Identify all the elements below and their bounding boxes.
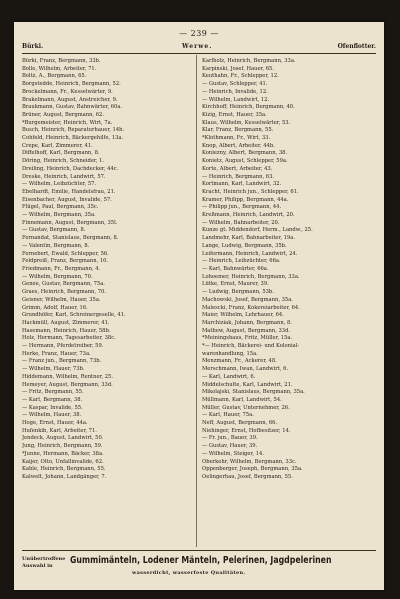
directory-entry: Klaus, Wilhelm, Kesselwärter, 53. — [202, 119, 291, 126]
directory-entry: Jung, Heinrich, Bergmann, 59. — [22, 443, 103, 450]
directory-entry: Lange, Ludwig, Bergmann, 35b. — [202, 242, 287, 249]
directory-entry: warenhandlung, 15a. — [202, 350, 258, 357]
directory-entry: — Wilhelm, Bergmann, 70. — [22, 273, 93, 280]
directory-entry: Boltz, A., Bergmann, 65. — [22, 73, 87, 80]
column-divider — [196, 55, 197, 547]
directory-entry: Mikolajski, Stanislaus, Bergmann, 35a. — [202, 389, 305, 396]
directory-entry: *Klothmann, Fr., Wirt, 33. — [202, 135, 271, 142]
directory-entry: — Heinrich, Invalide, 12. — [202, 88, 268, 95]
directory-entry: Jendeck, August, Landwirt, 50. — [22, 435, 104, 442]
advertisement-subline: wasserdicht, wasserfeste Qualitäten. — [132, 570, 246, 576]
directory-entry: Niehinger, Ernst, Hofbesitzer, 14. — [202, 427, 291, 434]
directory-entry: Fernandat, Stanislaus, Bergmann, 8. — [22, 235, 119, 242]
directory-entry: Keuthahn, Fr., Schlepper, 12. — [202, 73, 279, 80]
directory-entry: — Ludwig, Bergmann, 53b. — [202, 289, 274, 296]
directory-entry: Eisenbacher, August, Invalide, 57. — [22, 196, 112, 203]
directory-entry: — Karl, Bergmann, 38. — [22, 396, 83, 403]
directory-entry: Feldpreiß, Franz, Bergmann, 10. — [22, 258, 109, 265]
directory-entry: Braukmann, Gustav, Bahnwärter, 60a. — [22, 104, 123, 111]
directory-entry: Kortmann, Karl, Landwirt, 32. — [202, 181, 282, 188]
directory-entry: — Wilhelm, Hauer, 73b. — [22, 366, 85, 373]
directory-entry: Middelschulte, Karl, Landwirt, 21. — [202, 381, 293, 388]
directory-entry: Klar, Franz, Bergmann, 55. — [202, 127, 274, 134]
directory-entry: — Gustav, Schlepper, 41. — [202, 81, 268, 88]
directory-entry: — Fr. jun., Bauer, 39. — [202, 435, 258, 442]
directory-entry: Kaijer, Otto, Unfallinvalide, 62. — [22, 458, 104, 465]
directory-entry: Herke, Franz, Hauer, 73a. — [22, 350, 91, 357]
right-column — [202, 58, 374, 482]
directory-entry: Lütke, Ernst, Maurer, 39. — [202, 281, 269, 288]
directory-entry: Hasemann, Heinrich, Hauer, 58b. — [22, 327, 111, 334]
directory-entry: Müllmann, Karl, Landwirt, 54. — [202, 396, 282, 403]
directory-entry: Hemeyer, August, Bergmann, 33d. — [22, 381, 113, 388]
directory-entry: — Franz jun., Bergmann, 73b. — [22, 358, 102, 365]
directory-entry: Dreiling, Heinrich, Dachdecker, 44c. — [22, 165, 119, 172]
directory-entry: Oppenberger, Joseph, Bergmann, 35a. — [202, 466, 303, 473]
directory-entry: Busch, Heinrich, Reparaturhauer, 14b. — [22, 127, 125, 134]
directory-entry: Fernebert, Ewald, Schlepper, 56. — [22, 250, 109, 257]
directory-entry: Oberkehr, Wilhelm, Bergmann, 33c. — [202, 458, 297, 465]
directory-entry: Kizig, Ernst, Hauer, 35a. — [202, 111, 267, 118]
directory-entry: — Wilhelm, Bergmann, 35a. — [22, 212, 96, 219]
directory-entry: Brakelmann, August, Anstreicher, 9. — [22, 96, 118, 103]
directory-entry: Genée, Gustav, Bergmann, 75a. — [22, 281, 105, 288]
directory-entry: — Wilhelm, Hauer, 38. — [22, 412, 82, 419]
directory-entry: *Burgemeister, Heinrich, Wirt, 7a. — [22, 119, 113, 126]
directory-entry: — Karl, Landwirt, 6. — [202, 373, 256, 380]
directory-entry: Brüner, August, Bergmann, 62. — [22, 111, 104, 118]
directory-entry: — Gustav, Bergmann, 8. — [22, 227, 86, 234]
directory-entry: Hiddemann, Wilhelm, Rentner, 25. — [22, 373, 114, 380]
directory-entry: — Valentin, Bergmann, 8. — [22, 242, 90, 249]
directory-entry: Döring, Heinrich, Schneider, 1. — [22, 158, 105, 165]
directory-entry: Müller, Gustav, Unternehmer, 26. — [202, 404, 290, 411]
directory-entry: — Fritz, Bergmann, 55. — [22, 389, 84, 396]
directory-entry: Borgstedde, Heinrich, Bergmann, 52. — [22, 81, 121, 88]
directory-entry: — Wilhelm, Leibzüchter, 57. — [22, 181, 97, 188]
column-header-middle: Werwe. — [182, 43, 213, 50]
directory-entry: Flügel, Paul, Bergmann, 35c. — [22, 204, 99, 211]
directory-entry: Kunze gt. Middendorf, Herm., Landw., 25. — [202, 227, 313, 234]
page-number: — 239 — — [179, 29, 219, 38]
directory-entry: — Heinrich, Bergmann, 63. — [202, 173, 275, 180]
directory-entry: — Karl, Bahnwärter, 66a. — [202, 265, 269, 272]
left-column — [22, 58, 194, 482]
directory-entry: Maier, Wilhelm, Lehrhauer, 64. — [202, 312, 284, 319]
advertisement-headline: Gummimänteln, Lodener Mänteln, Pelerinen, Jagdpelerinen — [70, 555, 332, 566]
directory-entry: — Gustav, Hauer, 39. — [202, 443, 258, 450]
advertisement-rule — [22, 550, 376, 551]
directory-entry: — Hermann, Pferdetreiber, 59. — [22, 343, 104, 350]
directory-entry: Karlholz, Heinrich, Bergmann, 33a. — [202, 58, 296, 64]
directory-entry: Landmehr, Karl, Bahnarbeiter, 19a. — [202, 235, 296, 242]
directory-entry: — Wilhelm, Steiger, 14. — [202, 450, 264, 457]
directory-entry: Cohfeld, Heinrich, Bäckergehilfe, 13a. — [22, 135, 124, 142]
directory-entry: Oelingerhau, Josef, Bergmann, 55. — [202, 473, 293, 480]
directory-entry: Neff, August, Bergmann, 66. — [202, 420, 278, 427]
advertisement — [22, 554, 376, 584]
directory-entry: — Heinrich, Leibzüchter, 66a. — [202, 258, 281, 265]
directory-entry: Malescki, Franz, Kokereiarbeiter, 64. — [202, 304, 300, 311]
directory-entry: Korte, Albert, Arbeiter, 43. — [202, 165, 273, 172]
directory-entry: Finnemann, August, Bergmann, 35l. — [22, 219, 118, 226]
directory-entry: Grundhöfer, Karl, Schreinergeselle, 41. — [22, 312, 126, 319]
directory-entry: Marchiziak, Johann, Bergmann, 8. — [202, 319, 292, 326]
directory-entry: Holz, Hermann, Tagesarbeiter, 38c. — [22, 335, 116, 342]
directory-entry: — Wilhelm, Bahnarbeiter, 20. — [202, 219, 280, 226]
directory-entry: Mathew, August, Bergmann, 33d. — [202, 327, 291, 334]
directory-entry: Koniezny, Albert, Bergmann, 38. — [202, 150, 288, 157]
directory-entry: Konietz, August, Schlepper, 59a. — [202, 158, 288, 165]
directory-entry: — Karl, Hauer, 75a. — [202, 412, 254, 419]
directory-entry: Karpinski, Josef, Hauer, 65. — [202, 65, 274, 72]
directory-entry: Lohoemer, Heinrich, Bergmann, 33a. — [202, 273, 300, 280]
directory-entry: — Kaspar, Invalide, 55. — [22, 404, 83, 411]
directory-entry: — Philipp jun., Bergmann, 44. — [202, 204, 282, 211]
directory-entry: Graes, Heinrich, Bergmann, 70. — [22, 289, 106, 296]
directory-entry: Kalwelt, Johann, Landgänger, 7. — [22, 473, 107, 480]
directory-entry: Friedmann, Fr., Bergmann, 4. — [22, 265, 101, 272]
directory-entry: Kreßmann, Heinrich, Landwirt, 20. — [202, 212, 295, 219]
directory-entry: Brockelmann, Fr., Kesselwärter, 9. — [22, 88, 113, 95]
column-header-right: Ofenflotter. — [337, 43, 376, 50]
directory-entry: Dreske, Heinrich, Landwirt, 57. — [22, 173, 106, 180]
directory-entry: Hackmüll, August, Zimmerer, 41. — [22, 319, 110, 326]
directory-entry: Kramer, Philipp, Bergmann, 44a. — [202, 196, 289, 203]
directory-entry: *Meiningshaus, Fritz, Müller, 15a. — [202, 335, 293, 342]
directory-entry: Diffelhoff, Karl, Bergmann, 8. — [22, 150, 100, 157]
directory-entry: Kahle, Heinrich, Bergmann, 55. — [22, 466, 106, 473]
directory-entry: Crepe, Karl, Zimmerer, 41. — [22, 142, 93, 149]
directory-entry: Bolle, Wilhelm, Arbeiter, 71. — [22, 65, 97, 72]
header-rule — [22, 53, 376, 54]
directory-entry: Hufenkib, Karl, Arbeiter, 71. — [22, 427, 97, 434]
directory-entry: Knop, Albert, Arbeiter, 44b. — [202, 142, 275, 149]
advertisement-label: Unübertroffene Auswahl in — [22, 556, 66, 569]
directory-entry: *Junne, Hermann, Bäcker, 38a. — [22, 450, 104, 457]
column-headers — [22, 41, 376, 52]
directory-entry: Bürki, Franz, Bergmann, 33b. — [22, 58, 101, 64]
directory-entry: Geisner, Wilhelm, Hauer, 35a. — [22, 296, 101, 303]
directory-entry: Merschmann, Iwan, Landwirt, 6. — [202, 366, 289, 373]
column-header-left: Bürki. — [22, 43, 44, 50]
directory-entry: Menzmann, Fr., Ackerer, 48. — [202, 358, 277, 365]
directory-entry: Leifermann, Heinrich, Landwirt, 24. — [202, 250, 298, 257]
directory-entry: — Wilhelm, Landwirt, 12. — [202, 96, 270, 103]
directory-entry: Grimm, Adolf, Hauer, 16. — [22, 304, 88, 311]
directory-page — [14, 22, 384, 590]
directory-entry: Hoge, Ernst, Hauer, 44a. — [22, 420, 88, 427]
directory-entry: Kracht, Heinrich jun., Schlepper, 61. — [202, 188, 299, 195]
directory-entry: *— Heinrich, Bäckerei- und Kolonial- — [202, 343, 300, 350]
directory-entry: Machowski, Josef, Bergmann, 35a. — [202, 296, 293, 303]
directory-entry: Ebelhardt, Emilie, Handelsfrau, 21. — [22, 188, 116, 195]
directory-entry: Kirchhoff, Heinrich, Bergmann, 40. — [202, 104, 295, 111]
